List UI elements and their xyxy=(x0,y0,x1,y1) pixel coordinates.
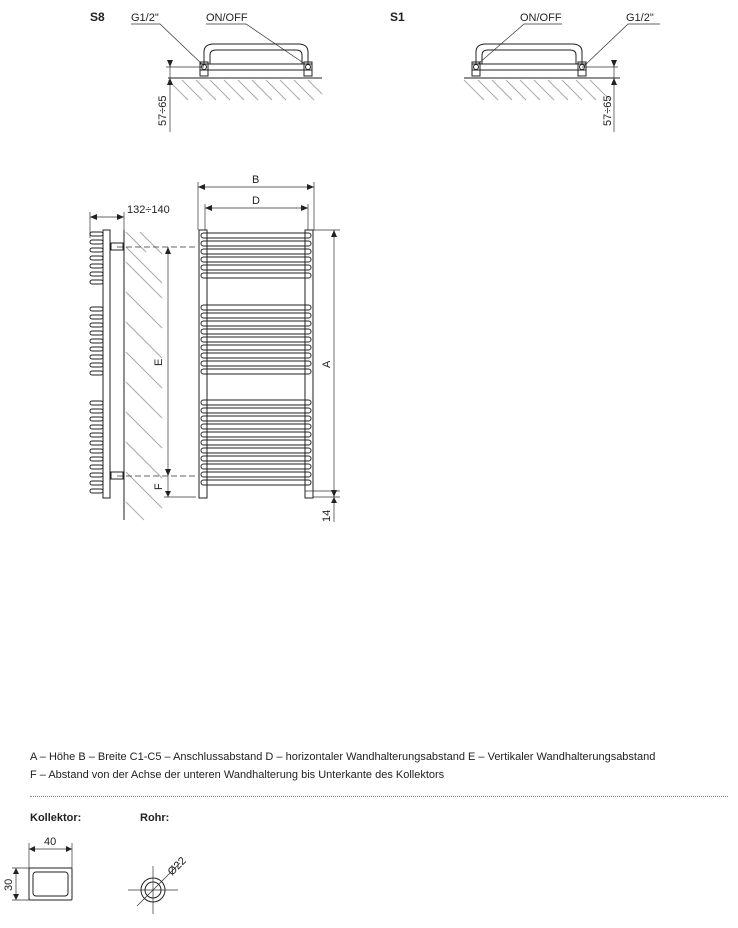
s1-title: S1 xyxy=(390,10,405,24)
front-a-arrow-top xyxy=(331,230,337,237)
s8-tube-outer xyxy=(204,44,308,64)
side-e-label: E xyxy=(153,358,165,366)
front-b-arrow-right xyxy=(307,184,314,190)
legend-line-1: A – Höhe B – Breite C1-C5 – Anschlussabstand D – horizontaler Wandhalterungsabstand E – Vertikaler Wandhalterungsabstand xyxy=(30,751,656,763)
rohr-section xyxy=(128,855,189,914)
side-wall-hatch xyxy=(126,232,162,520)
front-view xyxy=(198,174,340,522)
s1-dim-arrow-top xyxy=(611,60,617,67)
s8-dim-arrow-bottom xyxy=(167,78,173,85)
side-bracket-top xyxy=(111,243,123,250)
front-crossbars-middle xyxy=(201,305,311,374)
front-d-label: D xyxy=(252,195,260,207)
side-tubes-bottom xyxy=(90,401,103,493)
s1-top-view xyxy=(390,10,660,132)
s8-connection-leader xyxy=(131,24,204,66)
s1-dim-arrow-bottom xyxy=(611,78,617,85)
side-e-arrow-top xyxy=(165,247,171,254)
kollektor-section xyxy=(3,836,72,900)
front-d-arrow-left xyxy=(205,205,212,211)
legend-line-2: F – Abstand von der Achse der unteren Wandhalterung bis Unterkante des Kollektors xyxy=(30,769,445,781)
side-e-arrow-bottom xyxy=(165,469,171,476)
s8-top-view xyxy=(90,10,322,132)
kollektor-w-arrow-left xyxy=(29,846,35,852)
s1-dim-label: 57÷65 xyxy=(602,95,614,126)
kollektor-inner xyxy=(33,872,68,896)
s8-valve-label: ON/OFF xyxy=(206,12,248,24)
s8-title: S8 xyxy=(90,10,105,24)
legend-separator xyxy=(30,796,728,797)
s1-valve-label: ON/OFF xyxy=(520,12,562,24)
kollektor-label: Kollektor: xyxy=(30,812,82,824)
s1-collector-bar xyxy=(472,64,586,70)
s1-connection-leader xyxy=(584,24,660,66)
kollektor-h-arrow-bottom xyxy=(13,894,19,900)
side-tubes-top xyxy=(90,232,103,284)
front-d-arrow-right xyxy=(301,205,308,211)
side-bracket-bottom xyxy=(111,472,123,479)
kollektor-h-arrow-top xyxy=(13,868,19,874)
front-crossbars-top xyxy=(201,233,311,278)
front-crossbars-bottom xyxy=(201,400,311,485)
side-tubes-middle xyxy=(90,307,103,375)
front-14-label: 14 xyxy=(321,509,333,522)
kollektor-h-label: 30 xyxy=(3,878,15,891)
kollektor-outer xyxy=(29,868,72,900)
side-depth-arrow-right xyxy=(117,214,124,220)
s8-dim-label: 57÷65 xyxy=(157,95,169,126)
s1-tube-outer xyxy=(476,44,582,64)
front-b-arrow-left xyxy=(198,184,205,190)
s1-valve-left-cap xyxy=(474,65,479,70)
side-f-label: F xyxy=(153,483,165,490)
s8-dim-arrow-top xyxy=(167,60,173,67)
side-f-arrow xyxy=(165,491,171,497)
side-depth-label: 132÷140 xyxy=(127,204,170,216)
kollektor-w-label: 40 xyxy=(44,836,57,848)
s8-connection-label: G1/2" xyxy=(131,12,159,24)
side-view xyxy=(90,204,196,520)
front-b-label: B xyxy=(252,174,260,186)
s1-wall-hatch xyxy=(464,80,610,100)
side-collector xyxy=(103,230,110,498)
front-14-arrow xyxy=(331,497,337,503)
s8-tube-inner xyxy=(210,50,302,64)
s1-tube-inner xyxy=(482,50,576,64)
s8-wall-hatch xyxy=(168,80,322,100)
s8-collector-bar xyxy=(200,64,312,70)
front-a-label: A xyxy=(321,360,333,368)
rohr-label: Rohr: xyxy=(140,812,170,824)
s1-connection-label: G1/2" xyxy=(626,12,654,24)
side-depth-arrow-left xyxy=(90,214,97,220)
s8-valve-right-cap xyxy=(306,65,311,70)
rohr-dia-label: Ø22 xyxy=(165,854,189,879)
kollektor-w-arrow-right xyxy=(66,846,72,852)
